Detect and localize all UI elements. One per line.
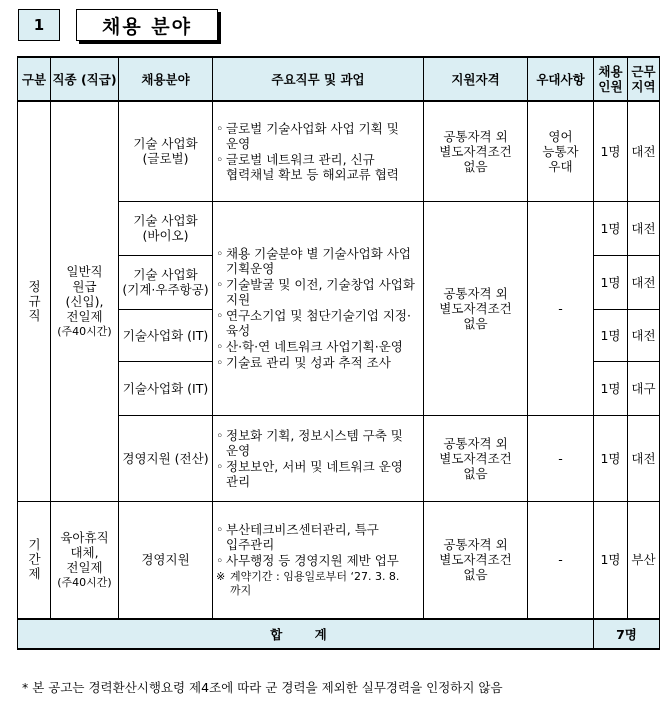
category-cell: 기간제 xyxy=(18,501,51,619)
field-cell: 기술 사업화 (글로벌) xyxy=(119,101,213,201)
bullet-icon: ◦ xyxy=(216,246,224,261)
headcount-cell: 1명 xyxy=(594,501,628,619)
footnote: * 본 공고는 경력환산시행요령 제4조에 따라 군 경력을 제외한 실무경력을 인정하지 않음 xyxy=(22,680,503,695)
field-cell: 기술 사업화 (기계·우주항공) xyxy=(119,255,213,309)
headcount-cell: 1명 xyxy=(594,201,628,255)
note-mark: ※ xyxy=(216,570,226,584)
header-job-grade: 직종 (직급) xyxy=(51,57,119,101)
bullet-icon: ◦ xyxy=(216,522,224,538)
duty-text: 글로벌 기술사업화 사업 기획 및 운영 xyxy=(226,120,399,151)
duty-text: 산·학·연 네트워크 사업기획·운영 xyxy=(226,339,403,354)
qualification-cell: 공통자격 외 별도자격조건 없음 xyxy=(424,101,528,201)
headcount-cell: 1명 xyxy=(594,361,628,415)
field-cell: 경영지원 (전산) xyxy=(119,415,213,501)
section-number: 1 xyxy=(18,9,60,41)
job-grade-line: 일반직 xyxy=(66,263,103,279)
duty-text: 정보보안, 서버 및 네트워크 운영 관리 xyxy=(226,458,403,489)
duties-cell xyxy=(213,201,424,415)
section-title: 채용 분야 xyxy=(76,9,218,41)
note-text: 계약기간 : 임용일로부터 ‘27. 3. 8.까지 xyxy=(230,570,400,598)
duty-item xyxy=(216,308,420,338)
job-grade-cell xyxy=(51,501,119,619)
location-cell: 부산 xyxy=(628,501,660,619)
table-row xyxy=(18,501,660,619)
table-header-row xyxy=(18,57,660,101)
category-cell: 정규직 xyxy=(18,101,51,501)
field-cell: 기술사업화 (IT) xyxy=(119,309,213,361)
table-body xyxy=(18,101,660,649)
bullet-icon: ◦ xyxy=(216,151,224,167)
bullet-icon: ◦ xyxy=(216,339,224,354)
duty-item xyxy=(216,459,420,489)
duty-item xyxy=(216,428,420,458)
job-grade-line: 대체, xyxy=(70,544,99,560)
duty-text: 사무행정 등 경영지원 제반 업무 xyxy=(226,553,399,569)
bullet-icon: ◦ xyxy=(216,308,224,323)
duty-item xyxy=(216,339,420,354)
preference-cell: 영어 능통자 우대 xyxy=(528,101,594,201)
duty-item xyxy=(216,277,420,307)
headcount-cell: 1명 xyxy=(594,255,628,309)
duty-text: 글로벌 네트워크 관리, 신규 협력채널 확보 등 해외교류 협력 xyxy=(226,151,399,182)
job-grade-line: (신입), xyxy=(65,293,104,309)
duties-cell xyxy=(213,101,424,201)
qualification-cell: 공통자격 외 별도자격조건 없음 xyxy=(424,201,528,415)
location-cell: 대전 xyxy=(628,309,660,361)
headcount-cell: 1명 xyxy=(594,101,628,201)
duties-cell xyxy=(213,501,424,619)
job-grade-line: 전일제 xyxy=(66,308,103,324)
contract-note xyxy=(216,570,420,598)
header-preference: 우대사항 xyxy=(528,57,594,101)
header-category: 구분 xyxy=(18,57,51,101)
headcount-cell: 1명 xyxy=(594,415,628,501)
job-grade-cell xyxy=(51,101,119,501)
header-duties: 주요직무 및 과업 xyxy=(213,57,424,101)
field-cell: 경영지원 xyxy=(119,501,213,619)
bullet-icon: ◦ xyxy=(216,355,224,370)
bullet-icon: ◦ xyxy=(216,553,224,569)
total-row xyxy=(18,619,660,649)
duty-item xyxy=(216,355,420,370)
duty-text: 정보화 기획, 정보시스템 구축 및 운영 xyxy=(226,427,403,458)
preference-cell: - xyxy=(528,501,594,619)
duty-item xyxy=(216,522,420,552)
duty-item xyxy=(216,246,420,276)
location-cell: 대전 xyxy=(628,255,660,309)
header-headcount: 채용 인원 xyxy=(594,57,628,101)
duties-cell xyxy=(213,415,424,501)
bullet-icon: ◦ xyxy=(216,120,224,136)
header-field: 채용분야 xyxy=(119,57,213,101)
total-label: 합 계 xyxy=(18,619,594,649)
field-cell: 기술사업화 (IT) xyxy=(119,361,213,415)
job-grade-note: (주40시간) xyxy=(57,324,112,338)
job-grade-note: (주40시간) xyxy=(57,575,112,589)
headcount-cell: 1명 xyxy=(594,309,628,361)
job-grade-line: 전일제 xyxy=(66,559,103,575)
duty-text: 연구소기업 및 첨단기술기업 지정·육성 xyxy=(226,308,411,338)
duty-item xyxy=(216,121,420,151)
bullet-icon: ◦ xyxy=(216,458,224,474)
job-grade-line: 원급 xyxy=(72,278,97,294)
field-cell: 기술 사업화 (바이오) xyxy=(119,201,213,255)
qualification-cell: 공통자격 외 별도자격조건 없음 xyxy=(424,415,528,501)
duty-text: 기술료 관리 및 성과 추적 조사 xyxy=(226,355,391,370)
job-grade-line: 육아휴직 xyxy=(60,529,109,545)
recruitment-table xyxy=(17,56,660,650)
bullet-icon: ◦ xyxy=(216,427,224,443)
duty-text: 채용 기술분야 별 기술사업화 사업 기획운영 xyxy=(226,246,411,276)
duty-text: 부산테크비즈센터관리, 특구 입주관리 xyxy=(226,522,379,553)
duty-item xyxy=(216,152,420,182)
qualification-cell: 공통자격 외 별도자격조건 없음 xyxy=(424,501,528,619)
total-value: 7명 xyxy=(594,619,660,649)
location-cell: 대전 xyxy=(628,415,660,501)
duty-text: 기술발굴 및 이전, 기술창업 사업화 지원 xyxy=(226,277,415,307)
location-cell: 대구 xyxy=(628,361,660,415)
duty-item xyxy=(216,553,420,568)
preference-cell: - xyxy=(528,201,594,415)
preference-cell: - xyxy=(528,415,594,501)
header-qualification: 지원자격 xyxy=(424,57,528,101)
location-cell: 대전 xyxy=(628,101,660,201)
bullet-icon: ◦ xyxy=(216,277,224,292)
table-row xyxy=(18,101,660,201)
section-heading xyxy=(18,9,218,43)
location-cell: 대전 xyxy=(628,201,660,255)
header-location: 근무 지역 xyxy=(628,57,660,101)
